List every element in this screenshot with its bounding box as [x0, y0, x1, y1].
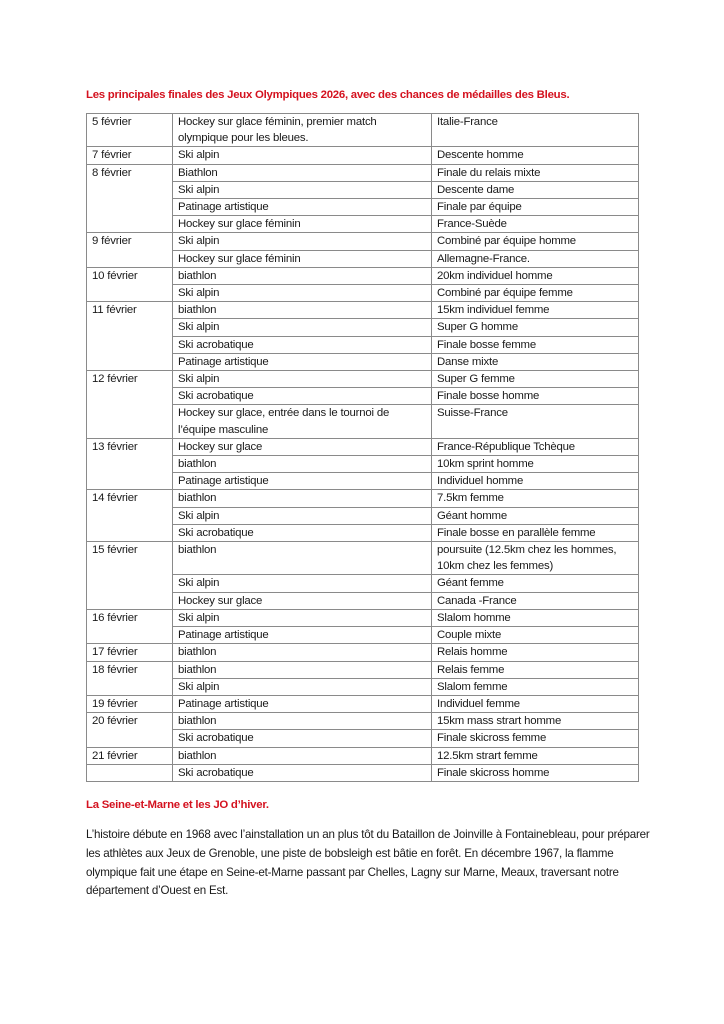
table-row — [87, 164, 639, 181]
event-cell: Combiné par équipe homme — [432, 233, 639, 250]
event-cell: Individuel femme — [432, 695, 639, 712]
sport-cell: Hockey sur glace, entrée dans le tournoi de l’équipe masculine — [173, 405, 432, 438]
sport-cell: Ski acrobatique — [173, 388, 432, 405]
sport-cell: biathlon — [173, 267, 432, 284]
date-cell: 8 février — [87, 164, 173, 233]
sport-cell: Patinage artistique — [173, 473, 432, 490]
sport-cell: Hockey sur glace féminin — [173, 216, 432, 233]
table-row — [87, 713, 639, 730]
event-cell: Finale skicross femme — [432, 730, 639, 747]
sport-cell: Ski alpin — [173, 319, 432, 336]
event-cell: Finale skicross homme — [432, 764, 639, 781]
sport-cell: Ski alpin — [173, 575, 432, 592]
event-cell: Combiné par équipe femme — [432, 285, 639, 302]
sport-cell: biathlon — [173, 542, 432, 575]
event-cell: 10km sprint homme — [432, 456, 639, 473]
sport-cell: Biathlon — [173, 164, 432, 181]
schedule-table — [86, 113, 639, 782]
date-cell — [87, 764, 173, 781]
event-cell: Individuel homme — [432, 473, 639, 490]
event-cell: Allemagne-France. — [432, 250, 639, 267]
sport-cell: Ski acrobatique — [173, 764, 432, 781]
event-cell: Finale par équipe — [432, 199, 639, 216]
event-cell: Finale bosse en parallèle femme — [432, 524, 639, 541]
table-row — [87, 609, 639, 626]
sport-cell: Ski alpin — [173, 233, 432, 250]
date-cell: 21 février — [87, 747, 173, 764]
sport-cell: biathlon — [173, 456, 432, 473]
table-row — [87, 490, 639, 507]
table-row — [87, 438, 639, 455]
table-row — [87, 695, 639, 712]
date-cell: 9 février — [87, 233, 173, 267]
table-row — [87, 644, 639, 661]
date-cell: 17 février — [87, 644, 173, 661]
event-cell: Super G homme — [432, 319, 639, 336]
table-row — [87, 267, 639, 284]
sport-cell: Hockey sur glace féminin, premier match olympique pour les bleues. — [173, 114, 432, 147]
sport-cell: biathlon — [173, 644, 432, 661]
event-cell: 20km individuel homme — [432, 267, 639, 284]
table-row — [87, 147, 639, 164]
event-cell: poursuite (12.5km chez les hommes, 10km chez les femmes) — [432, 542, 639, 575]
event-cell: 15km individuel femme — [432, 302, 639, 319]
table-row — [87, 302, 639, 319]
page-title: Les principales finales des Jeux Olympiques 2026, avec des chances de médailles des Bleus. — [86, 89, 570, 101]
sport-cell: Hockey sur glace — [173, 592, 432, 609]
event-cell: Descente homme — [432, 147, 639, 164]
date-cell: 14 février — [87, 490, 173, 542]
date-cell: 7 février — [87, 147, 173, 164]
date-cell: 11 février — [87, 302, 173, 371]
event-cell: Super G femme — [432, 371, 639, 388]
event-cell: France-Suède — [432, 216, 639, 233]
event-cell: Finale bosse homme — [432, 388, 639, 405]
date-cell: 13 février — [87, 438, 173, 490]
sport-cell: Ski alpin — [173, 507, 432, 524]
table-row — [87, 747, 639, 764]
event-cell: Descente dame — [432, 181, 639, 198]
event-cell: Slalom femme — [432, 678, 639, 695]
sport-cell: Ski acrobatique — [173, 730, 432, 747]
sport-cell: Ski acrobatique — [173, 524, 432, 541]
event-cell: Relais femme — [432, 661, 639, 678]
sport-cell: Ski alpin — [173, 147, 432, 164]
date-cell: 18 février — [87, 661, 173, 695]
sport-cell: Patinage artistique — [173, 627, 432, 644]
event-cell: Danse mixte — [432, 353, 639, 370]
sport-cell: Ski alpin — [173, 609, 432, 626]
event-cell: France-République Tchèque — [432, 438, 639, 455]
event-cell: Italie-France — [432, 114, 639, 147]
sport-cell: Ski alpin — [173, 678, 432, 695]
date-cell: 20 février — [87, 713, 173, 747]
sport-cell: Ski acrobatique — [173, 336, 432, 353]
sport-cell: biathlon — [173, 713, 432, 730]
event-cell: Géant femme — [432, 575, 639, 592]
date-cell: 5 février — [87, 114, 173, 147]
sport-cell: Hockey sur glace — [173, 438, 432, 455]
table-row — [87, 764, 639, 781]
date-cell: 12 février — [87, 371, 173, 439]
sport-cell: biathlon — [173, 661, 432, 678]
date-cell: 19 février — [87, 695, 173, 712]
table-row — [87, 371, 639, 388]
event-cell: Géant homme — [432, 507, 639, 524]
event-cell: Finale du relais mixte — [432, 164, 639, 181]
date-cell: 10 février — [87, 267, 173, 301]
table-row — [87, 542, 639, 575]
sport-cell: Ski alpin — [173, 285, 432, 302]
event-cell: Canada -France — [432, 592, 639, 609]
event-cell: 15km mass strart homme — [432, 713, 639, 730]
sport-cell: Patinage artistique — [173, 199, 432, 216]
schedule-table-body — [87, 114, 639, 782]
date-cell: 15 février — [87, 542, 173, 610]
date-cell: 16 février — [87, 609, 173, 643]
sport-cell: Hockey sur glace féminin — [173, 250, 432, 267]
sport-cell: biathlon — [173, 302, 432, 319]
sport-cell: biathlon — [173, 747, 432, 764]
section-heading: La Seine-et-Marne et les JO d’hiver. — [86, 799, 269, 811]
table-row — [87, 233, 639, 250]
event-cell: Slalom homme — [432, 609, 639, 626]
sport-cell: Patinage artistique — [173, 695, 432, 712]
event-cell: 7.5km femme — [432, 490, 639, 507]
event-cell: Suisse-France — [432, 405, 639, 438]
event-cell: 12.5km strart femme — [432, 747, 639, 764]
event-cell: Relais homme — [432, 644, 639, 661]
event-cell: Couple mixte — [432, 627, 639, 644]
table-row — [87, 114, 639, 147]
section-paragraph: L’histoire débute en 1968 avec l’ainstallation un an plus tôt du Bataillon de Joinville à Fontainebleau, pour préparer les athlètes aux Jeux de Grenoble, une piste de bobsleigh est bâtie en forêt. En décembre 1967, la flamme olympique fait une étape en Seine-et-Marne passant par Chelles, Lagny sur Marne, Meaux, traversant notre département d’Ouest en Est. — [86, 828, 650, 898]
sport-cell: biathlon — [173, 490, 432, 507]
table-row — [87, 661, 639, 678]
sport-cell: Patinage artistique — [173, 353, 432, 370]
sport-cell: Ski alpin — [173, 371, 432, 388]
event-cell: Finale bosse femme — [432, 336, 639, 353]
sport-cell: Ski alpin — [173, 181, 432, 198]
